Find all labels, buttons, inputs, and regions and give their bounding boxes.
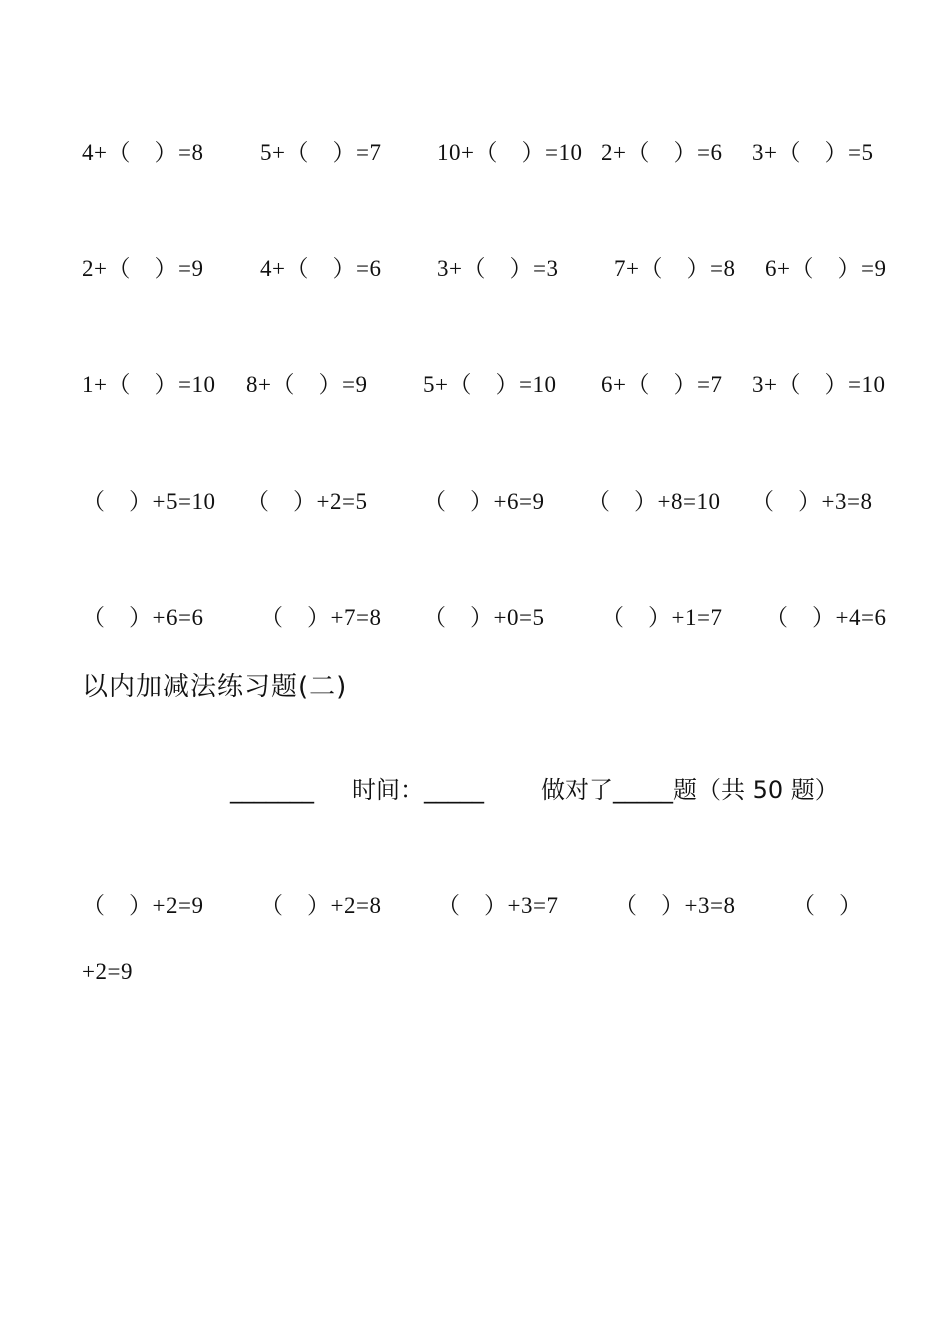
- equation: （ ）+3=7: [437, 893, 559, 918]
- equation: （ ）: [792, 893, 863, 918]
- equation: 4+（ ）=6: [260, 256, 382, 281]
- equation: （ ）+2=5: [246, 489, 368, 514]
- equation: （ ）+6=6: [82, 605, 204, 630]
- equation: （ ）+8=10: [587, 489, 721, 514]
- equation: 8+（ ）=9: [246, 372, 368, 397]
- equation: （ ）+3=8: [614, 893, 736, 918]
- equation: （ ）+0=5: [423, 605, 545, 630]
- equation: 7+（ ）=8: [614, 256, 736, 281]
- equation: （ ）+1=7: [601, 605, 723, 630]
- equation: （ ）+2=9: [82, 893, 204, 918]
- score-field: 做对了_____题（共 50 题）: [541, 776, 839, 804]
- equation-continuation: +2=9: [82, 959, 133, 984]
- equation: 3+（ ）=3: [437, 256, 559, 281]
- equation: （ ）+6=9: [423, 489, 545, 514]
- equation: 5+（ ）=7: [260, 140, 382, 165]
- time-field: 时间：_____: [352, 776, 484, 804]
- equation: （ ）+2=8: [260, 893, 382, 918]
- equation: （ ）+4=6: [765, 605, 887, 630]
- equation: 6+（ ）=9: [765, 256, 887, 281]
- equation: （ ）+5=10: [82, 489, 216, 514]
- equation: 3+（ ）=5: [752, 140, 874, 165]
- equation: （ ）+7=8: [260, 605, 382, 630]
- equation: 4+（ ）=8: [82, 140, 204, 165]
- name-blank: _______: [230, 776, 314, 804]
- equation: 6+（ ）=7: [601, 372, 723, 397]
- equation: 2+（ ）=6: [601, 140, 723, 165]
- equation: 2+（ ）=9: [82, 256, 204, 281]
- equation: 3+（ ）=10: [752, 372, 886, 397]
- equation: 5+（ ）=10: [423, 372, 557, 397]
- worksheet-title: 以内加减法练习题(二): [82, 672, 348, 702]
- equation: 1+（ ）=10: [82, 372, 216, 397]
- equation: （ ）+3=8: [751, 489, 873, 514]
- equation: 10+（ ）=10: [437, 140, 583, 165]
